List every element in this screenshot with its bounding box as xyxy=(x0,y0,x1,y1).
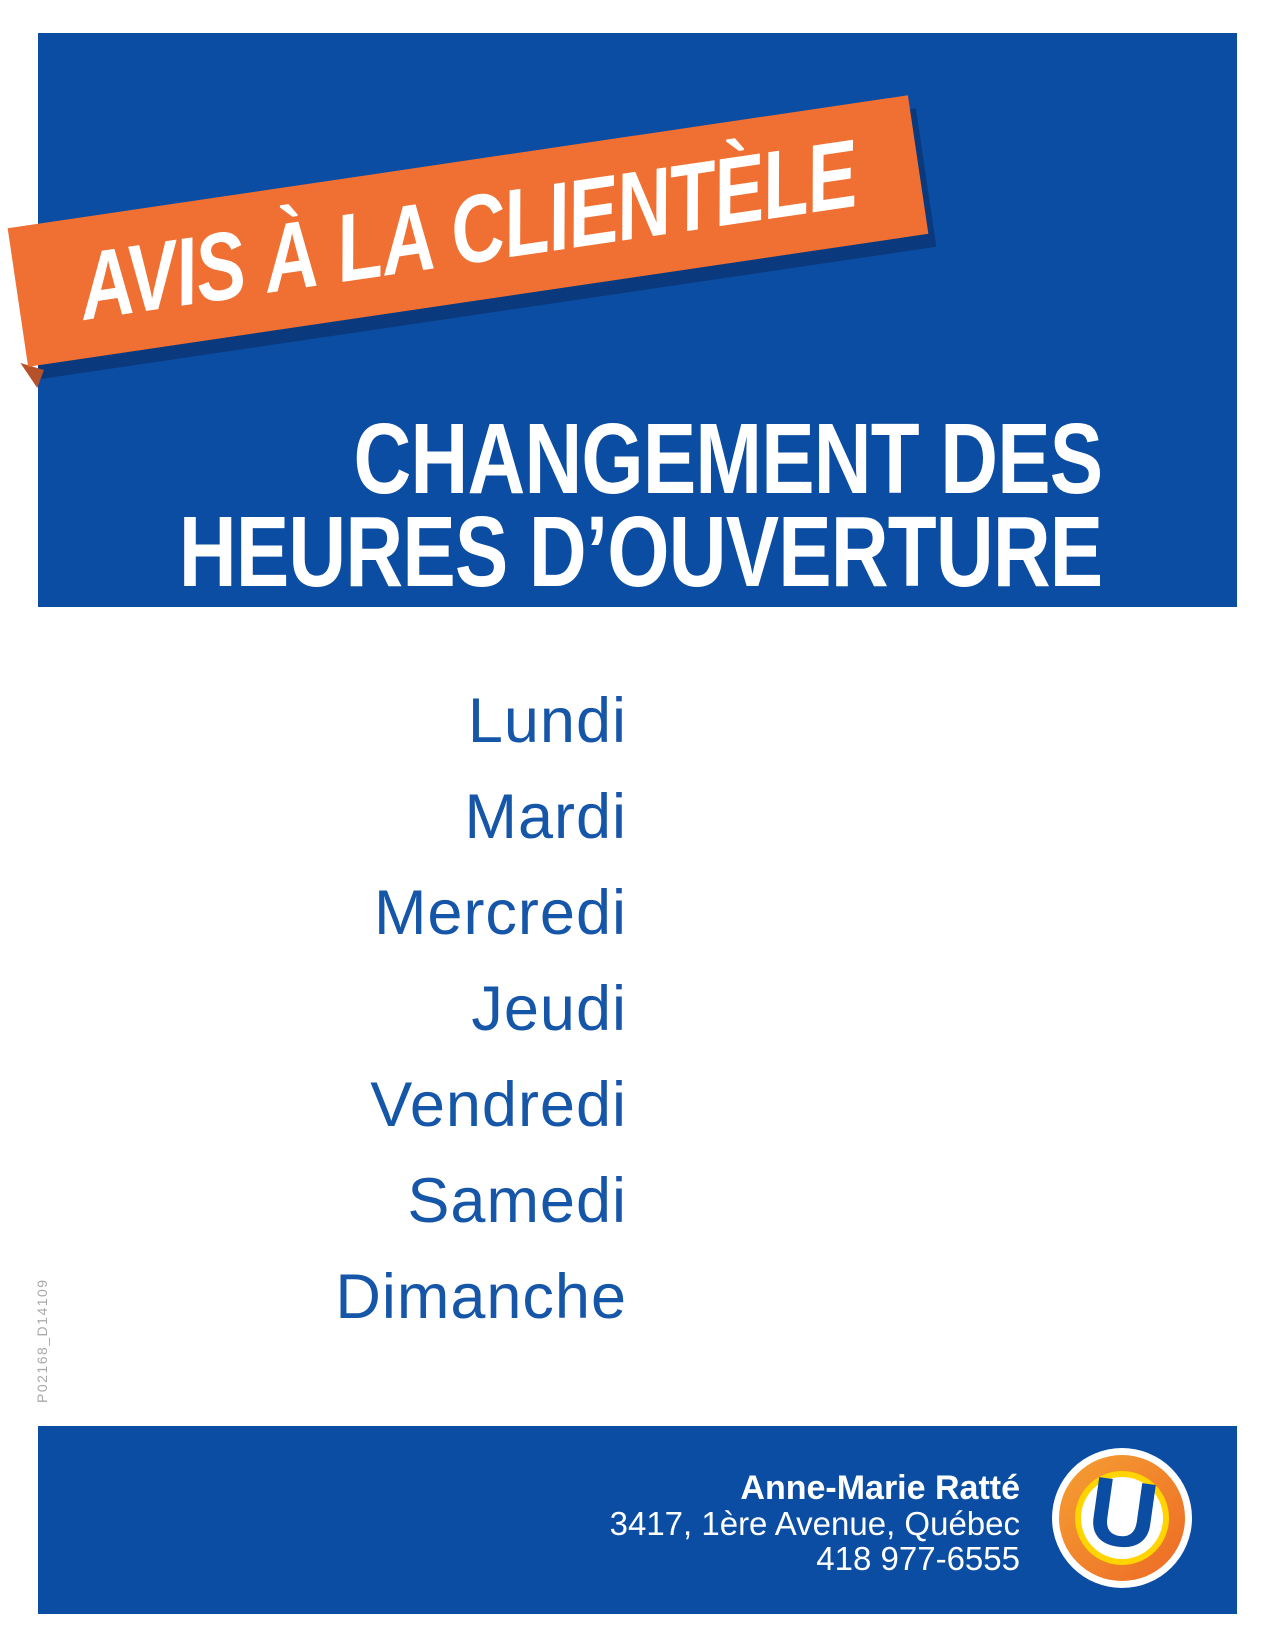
days-list xyxy=(0,673,627,1345)
page-title xyxy=(178,403,1103,607)
logo-center xyxy=(1081,1456,1164,1571)
contact-address: 3417, 1ère Avenue, Québec xyxy=(609,1505,1020,1542)
day-label: Mercredi xyxy=(373,878,627,948)
page-title-line-1: CHANGEMENT DES xyxy=(353,403,1102,515)
logo-letter: U xyxy=(1081,1456,1164,1571)
day-label: Dimanche xyxy=(335,1262,627,1332)
contact-name: Anne-Marie Ratté xyxy=(740,1469,1020,1507)
uniprix-logo xyxy=(1052,1448,1192,1588)
day-label: Lundi xyxy=(467,686,627,756)
day-label: Samedi xyxy=(407,1166,627,1236)
footer-bar xyxy=(38,1426,1237,1614)
contact-phone: 418 977-6555 xyxy=(816,1540,1020,1577)
day-label: Jeudi xyxy=(471,974,627,1044)
contact-block xyxy=(610,1471,1020,1576)
print-code: P02168_D14109 xyxy=(34,1278,50,1403)
day-label: Mardi xyxy=(464,782,627,852)
ribbon-label: AVIS À LA CLIENTÈLE xyxy=(72,120,864,341)
day-label: Vendredi xyxy=(370,1070,627,1140)
page-title-line-2: HEURES D’OUVERTURE xyxy=(178,496,1102,607)
